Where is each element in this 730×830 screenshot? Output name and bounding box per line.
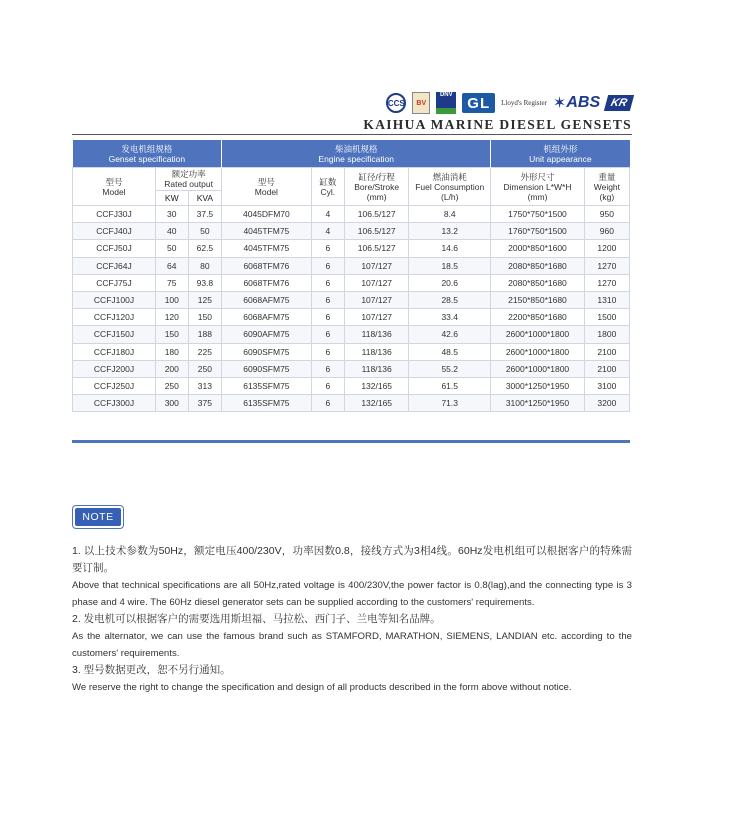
table-cell: 180: [156, 343, 189, 360]
table-cell: 6: [311, 274, 345, 291]
table-cell: 75: [156, 274, 189, 291]
table-cell: 6: [311, 291, 345, 308]
table-cell: 6068TFM76: [222, 274, 311, 291]
table-cell: 132/165: [345, 377, 409, 394]
dnv-logo: DNV: [436, 92, 456, 114]
table-cell: 4045TFM75: [222, 240, 311, 257]
table-cell: 61.5: [409, 377, 491, 394]
table-cell: 8.4: [409, 206, 491, 223]
table-cell: 93.8: [188, 274, 222, 291]
abs-logo: ✶ ABS: [552, 94, 601, 112]
table-cell: 6: [311, 240, 345, 257]
table-cell: 1310: [584, 291, 629, 308]
table-cell: 200: [156, 360, 189, 377]
header-weight: 重量 Weight (kg): [584, 168, 629, 206]
table-cell: CCFJ150J: [73, 326, 156, 343]
table-row: [73, 206, 630, 223]
table-cell: 2080*850*1680: [491, 274, 585, 291]
table-cell: 375: [188, 395, 222, 412]
table-cell: 71.3: [409, 395, 491, 412]
table-cell: CCFJ180J: [73, 343, 156, 360]
table-cell: 6: [311, 360, 345, 377]
table-cell: 64: [156, 257, 189, 274]
table-cell: 6068AFM75: [222, 309, 311, 326]
table-row: [73, 343, 630, 360]
table-cell: 33.4: [409, 309, 491, 326]
table-cell: 6068AFM75: [222, 291, 311, 308]
table-cell: 313: [188, 377, 222, 394]
table-cell: CCFJ250J: [73, 377, 156, 394]
header-divider: [72, 134, 632, 135]
table-cell: 150: [156, 326, 189, 343]
certification-logos: [386, 92, 632, 114]
table-cell: 107/127: [345, 257, 409, 274]
table-cell: 106.5/127: [345, 223, 409, 240]
table-cell: 3100*1250*1950: [491, 395, 585, 412]
table-cell: 4: [311, 223, 345, 240]
bv-logo: BV: [412, 92, 430, 114]
table-row: [73, 274, 630, 291]
header-rated-output: 额定功率 Rated output: [156, 168, 222, 191]
table-cell: 2600*1000*1800: [491, 360, 585, 377]
table-cell: 4: [311, 206, 345, 223]
table-cell: 118/136: [345, 360, 409, 377]
note-line: As the alternator, we can use the famous brand such as STAMFORD, MARATHON, SIEMENS, LANDIAN etc. according to the customers' requirements.: [72, 631, 632, 659]
notes-section: [72, 543, 632, 696]
brand-title: KAIHUA MARINE DIESEL GENSETS: [363, 117, 632, 132]
table-cell: CCFJ200J: [73, 360, 156, 377]
table-cell: 107/127: [345, 291, 409, 308]
table-cell: 42.6: [409, 326, 491, 343]
table-cell: 3000*1250*1950: [491, 377, 585, 394]
table-cell: 40: [156, 223, 189, 240]
header-bore-stroke: 缸径/行程 Bore/Stroke (mm): [345, 168, 409, 206]
table-cell: 6: [311, 326, 345, 343]
table-cell: 6135SFM75: [222, 377, 311, 394]
table-cell: 960: [584, 223, 629, 240]
table-cell: 100: [156, 291, 189, 308]
note-line: Above that technical specifications are all 50Hz,rated voltage is 400/230V,the power factor is 0.8(lag),and the connecting type is 3 phase and 4 wire. The 60Hz diesel generator sets can be supplied according to the customers' requirements.: [72, 580, 632, 608]
table-cell: 48.5: [409, 343, 491, 360]
table-cell: 6: [311, 257, 345, 274]
table-cell: 4045DFM70: [222, 206, 311, 223]
table-cell: 13.2: [409, 223, 491, 240]
lloyds-register-logo: Lloyd's Register: [501, 99, 547, 107]
group-unit: 机组外形 Unit appearance: [491, 140, 630, 168]
note-line: 1. 以上技术参数为50Hz，额定电压400/230V，功率因数0.8，接线方式为3相4线。60Hz发电机组可以根据客户的特殊需要订制。: [72, 545, 632, 574]
table-row: [73, 395, 630, 412]
table-cell: 106.5/127: [345, 206, 409, 223]
table-cell: 2600*1000*1800: [491, 326, 585, 343]
table-cell: 50: [156, 240, 189, 257]
table-bottom-bar: [72, 440, 630, 443]
table-cell: CCFJ100J: [73, 291, 156, 308]
table-cell: 118/136: [345, 326, 409, 343]
table-cell: 250: [156, 377, 189, 394]
header-dimension: 外形尺寸 Dimension L*W*H (mm): [491, 168, 585, 206]
table-cell: 2600*1000*1800: [491, 343, 585, 360]
table-cell: 50: [188, 223, 222, 240]
note-line: 2. 发电机可以根据客户的需要选用斯坦福、马拉松、西门子、兰电等知名品牌。: [72, 613, 441, 625]
table-cell: 1200: [584, 240, 629, 257]
ccs-logo: CCS: [386, 93, 406, 113]
table-cell: 250: [188, 360, 222, 377]
table-cell: 6090SFM75: [222, 360, 311, 377]
table-cell: 107/127: [345, 309, 409, 326]
table-cell: 120: [156, 309, 189, 326]
table-cell: 14.6: [409, 240, 491, 257]
table-cell: CCFJ64J: [73, 257, 156, 274]
table-row: [73, 291, 630, 308]
table-cell: 188: [188, 326, 222, 343]
table-cell: 6: [311, 343, 345, 360]
table-cell: 132/165: [345, 395, 409, 412]
header-fuel: 燃油消耗 Fuel Consumption (L/h): [409, 168, 491, 206]
table-cell: 4045TFM75: [222, 223, 311, 240]
header-kw: KW: [156, 191, 189, 206]
table-cell: 20.6: [409, 274, 491, 291]
table-cell: 950: [584, 206, 629, 223]
table-row: [73, 240, 630, 257]
table-cell: CCFJ120J: [73, 309, 156, 326]
table-row: [73, 257, 630, 274]
table-cell: 300: [156, 395, 189, 412]
table-cell: 1270: [584, 274, 629, 291]
table-cell: 118/136: [345, 343, 409, 360]
table-cell: 62.5: [188, 240, 222, 257]
note-badge: NOTE: [72, 505, 124, 529]
header-model: 型号 Model: [73, 168, 156, 206]
table-cell: CCFJ75J: [73, 274, 156, 291]
table-cell: 2100: [584, 360, 629, 377]
table-cell: CCFJ40J: [73, 223, 156, 240]
group-engine: 柴油机规格 Engine specification: [222, 140, 491, 168]
table-cell: 1750*750*1500: [491, 206, 585, 223]
table-cell: 125: [188, 291, 222, 308]
table-cell: 2150*850*1680: [491, 291, 585, 308]
table-cell: 225: [188, 343, 222, 360]
table-cell: 30: [156, 206, 189, 223]
table-cell: 150: [188, 309, 222, 326]
table-cell: 1800: [584, 326, 629, 343]
spec-table: [72, 140, 630, 412]
header-engine-model: 型号 Model: [222, 168, 311, 206]
table-row: [73, 377, 630, 394]
table-cell: 1760*750*1500: [491, 223, 585, 240]
table-cell: CCFJ30J: [73, 206, 156, 223]
table-cell: 106.5/127: [345, 240, 409, 257]
table-row: [73, 326, 630, 343]
group-genset: 发电机组规格 Genset specification: [73, 140, 222, 168]
table-cell: 2000*850*1600: [491, 240, 585, 257]
note-line: We reserve the right to change the specification and design of all products described in the form above without notice.: [72, 682, 572, 693]
table-cell: 2200*850*1680: [491, 309, 585, 326]
table-cell: 3100: [584, 377, 629, 394]
table-cell: 80: [188, 257, 222, 274]
header-kva: KVA: [188, 191, 222, 206]
table-cell: 55.2: [409, 360, 491, 377]
table-cell: 6135SFM75: [222, 395, 311, 412]
header-cyl: 缸数 Cyl.: [311, 168, 345, 206]
table-cell: 6090SFM75: [222, 343, 311, 360]
table-cell: CCFJ300J: [73, 395, 156, 412]
table-cell: 3200: [584, 395, 629, 412]
table-cell: 6: [311, 309, 345, 326]
table-cell: 107/127: [345, 274, 409, 291]
gl-logo: GL: [462, 93, 495, 113]
table-cell: 1500: [584, 309, 629, 326]
table-cell: 28.5: [409, 291, 491, 308]
table-row: [73, 309, 630, 326]
table-cell: 1270: [584, 257, 629, 274]
table-cell: 6: [311, 395, 345, 412]
table-cell: 6068TFM76: [222, 257, 311, 274]
table-cell: 6: [311, 377, 345, 394]
note-line: 3. 型号数据更改，恕不另行通知。: [72, 664, 231, 676]
table-cell: 37.5: [188, 206, 222, 223]
table-cell: CCFJ50J: [73, 240, 156, 257]
table-cell: 2080*850*1680: [491, 257, 585, 274]
table-cell: 2100: [584, 343, 629, 360]
kr-logo: KR: [604, 95, 634, 111]
table-cell: 6090AFM75: [222, 326, 311, 343]
table-row: [73, 223, 630, 240]
table-cell: 18.5: [409, 257, 491, 274]
table-row: [73, 360, 630, 377]
